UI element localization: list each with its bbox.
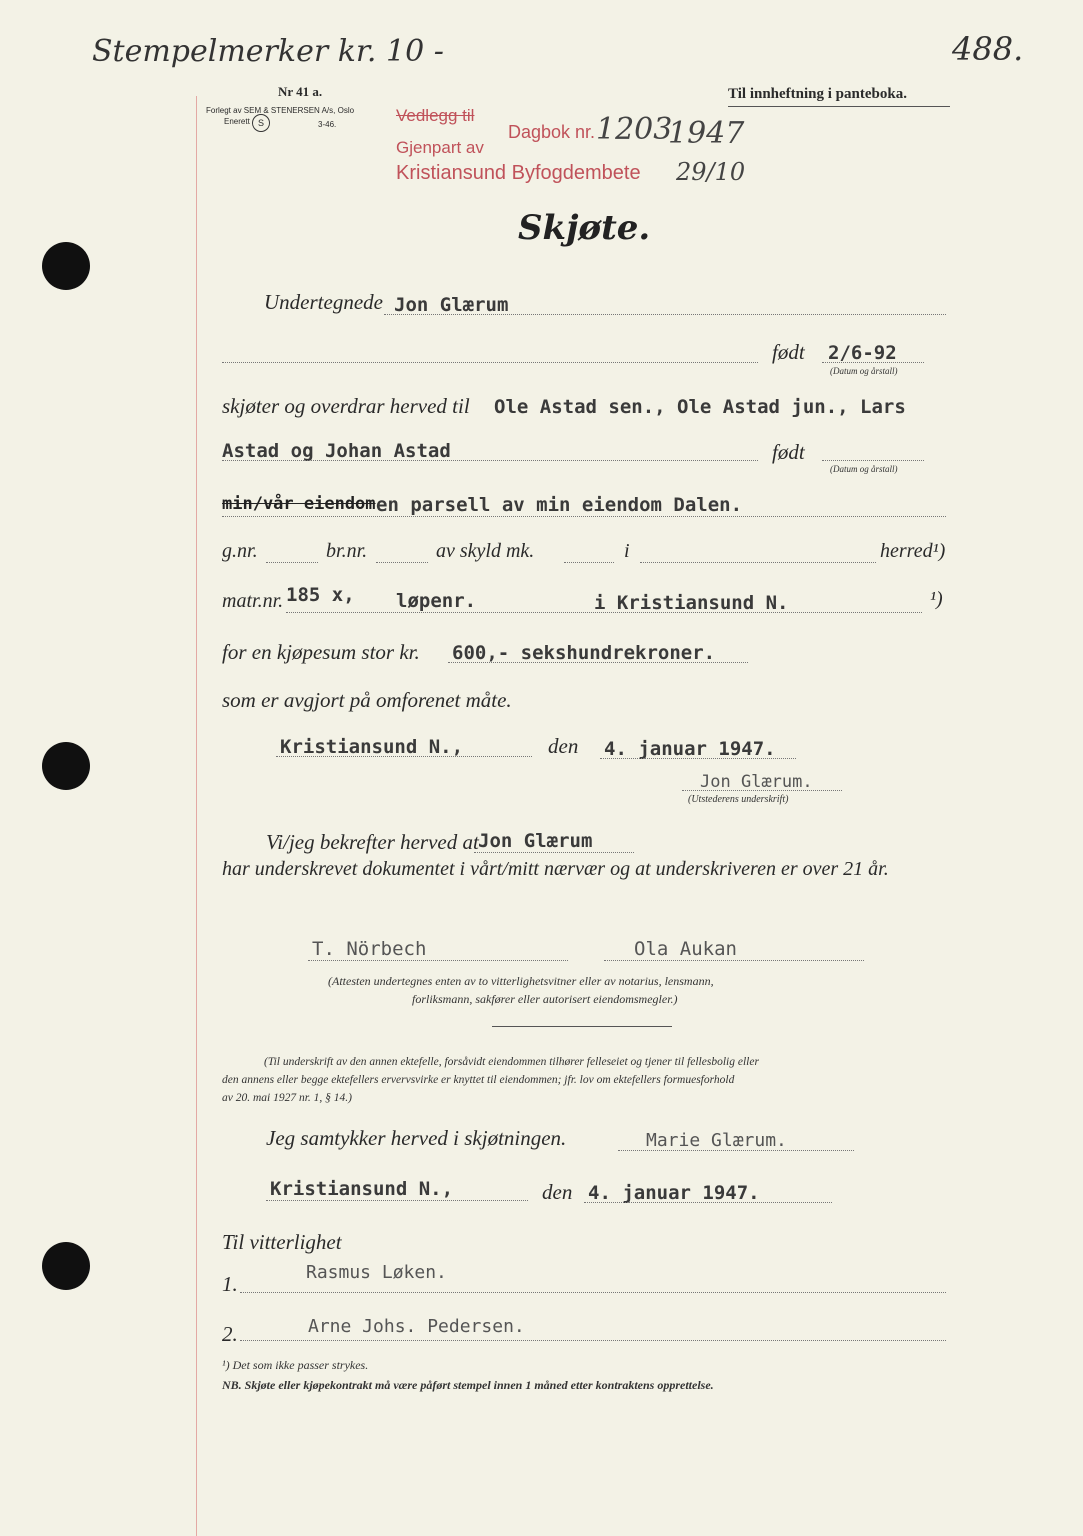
stamp-office: Kristiansund Byfogdembete (396, 162, 641, 184)
datum-hint: (Datum og årstall) (830, 366, 898, 376)
spouse-note-line3: av 20. mai 1927 nr. 1, § 14.) (222, 1092, 353, 1104)
fodt2-label: født (772, 440, 805, 464)
punch-hole-top (42, 242, 90, 290)
issuer-caption: (Utstederens underskrift) (688, 794, 789, 805)
fodt-label: født (772, 340, 805, 364)
footer-note-1: ¹) Det som ikke passer strykes. (222, 1358, 369, 1372)
i-label: i (624, 540, 630, 562)
spouse-note-line1: (Til underskrift av den annen ektefelle, forsåvidt eiendommen tilhører felleseiet og tjener til fellesbolig eller (264, 1056, 759, 1068)
document-title: Skjøte. (518, 208, 651, 248)
fodt-value: 2/6-92 (828, 342, 897, 364)
den-label: den (548, 734, 579, 758)
price-label: for en kjøpesum stor kr. (222, 640, 420, 664)
confirm-name: Jon Glærum (478, 830, 593, 852)
buyers-line1: Ole Astad sen., Ole Astad jun., Lars (494, 396, 906, 418)
attest-note-line2: forliksmann, sakfører eller autorisert eiendomsmegler.) (412, 992, 678, 1006)
consent-signature: Marie Glærum. (646, 1130, 787, 1151)
price-value: 600,- sekshundrekroner. (452, 642, 716, 664)
publisher-line: Forlegt av SEM & STENERSEN A/s, Oslo (206, 106, 355, 115)
punch-hole-middle (42, 742, 90, 790)
place-value: Kristiansund N., (280, 736, 464, 758)
footer-note-2: NB. Skjøte eller kjøpekontrakt må være påført stempel innen 1 måned etter kontraktens opprettelse. (222, 1378, 714, 1392)
witness-number-1: 1. (222, 1272, 238, 1296)
vitterlighet-label: Til vitterlighet (222, 1230, 342, 1254)
page-number: 488. (952, 30, 1024, 68)
issuer-signature: Jon Glærum. (700, 772, 813, 792)
witness-name-1: Rasmus Løken. (306, 1262, 447, 1283)
witness-2: Ola Aukan (634, 938, 737, 960)
date-value: 4. januar 1947. (604, 738, 776, 760)
attest-note-line1: (Attesten undertegnes enten av to vitterlighetsvitner eller av notarius, lensmann, (328, 974, 714, 988)
property-struck: min/vår eiendom (222, 494, 376, 514)
undertegnede-label: Undertegnede (264, 290, 383, 314)
footnote-mark: ¹) (930, 588, 943, 610)
spouse-note-line2: den annens eller begge ektefellers ervervsvirke er knyttet til eiendommen; jfr. lov om ektefellers formuesforhold (222, 1074, 735, 1086)
buyers-line2: Astad og Johan Astad (222, 440, 451, 462)
margin-rule (196, 96, 197, 1536)
stamp-vedlegg: Vedlegg til (396, 106, 475, 125)
separator-line (492, 1026, 672, 1027)
herred-label: herred¹) (880, 540, 946, 562)
gnr-label: g.nr. (222, 540, 258, 562)
matr-value: 185 x, (286, 584, 355, 606)
stamp-dagbok-label: Dagbok nr. (508, 122, 596, 142)
den2-label: den (542, 1180, 573, 1204)
matr-label: matr.nr. (222, 590, 284, 612)
witness-number-2: 2. (222, 1322, 238, 1346)
consent-text: Jeg samtykker herved i skjøtningen. (266, 1126, 567, 1150)
dagbok-number: 1203 (596, 112, 673, 147)
right-title: Til innheftning i panteboka. (728, 86, 907, 102)
publisher-enerett: Enerett (224, 117, 250, 126)
property-value: en parsell av min eiendom Dalen. (376, 494, 743, 516)
confirm-text: har underskrevet dokumentet i vårt/mitt nærvær og at underskriveren er over 21 år. (222, 858, 889, 880)
skyld-label: av skyld mk. (436, 540, 535, 562)
lopenr-label: løpenr. (396, 590, 477, 612)
datum-hint-2: (Datum og årstall) (830, 464, 898, 474)
location-value: i Kristiansund N. (594, 592, 789, 614)
undertegnede-value: Jon Glærum (394, 294, 509, 316)
stamp-date-note: 29/10 (676, 158, 746, 186)
settled-text: som er avgjort på omforenet måte. (222, 688, 512, 712)
publisher-logo-icon: S (252, 114, 270, 132)
skjoter-label: skjøter og overdrar herved til (222, 394, 470, 418)
publisher-date: 3-46. (318, 120, 337, 129)
confirm-label: Vi/jeg bekrefter herved at (266, 830, 479, 854)
date2-value: 4. januar 1947. (588, 1182, 760, 1204)
form-number: Nr 41 a. (278, 84, 323, 99)
witness-1: T. Nörbech (312, 938, 427, 960)
dagbok-year: 1947 (668, 116, 745, 151)
right-title-underline (728, 106, 950, 107)
stamp-gjenpart: Gjenpart av (396, 138, 484, 157)
brnr-label: br.nr. (326, 540, 368, 562)
witness-name-2: Arne Johs. Pedersen. (308, 1316, 525, 1337)
punch-hole-bottom (42, 1242, 90, 1290)
place2-value: Kristiansund N., (270, 1178, 454, 1200)
stamp-duty-note: Stempelmerker kr. 10 - (92, 34, 444, 69)
